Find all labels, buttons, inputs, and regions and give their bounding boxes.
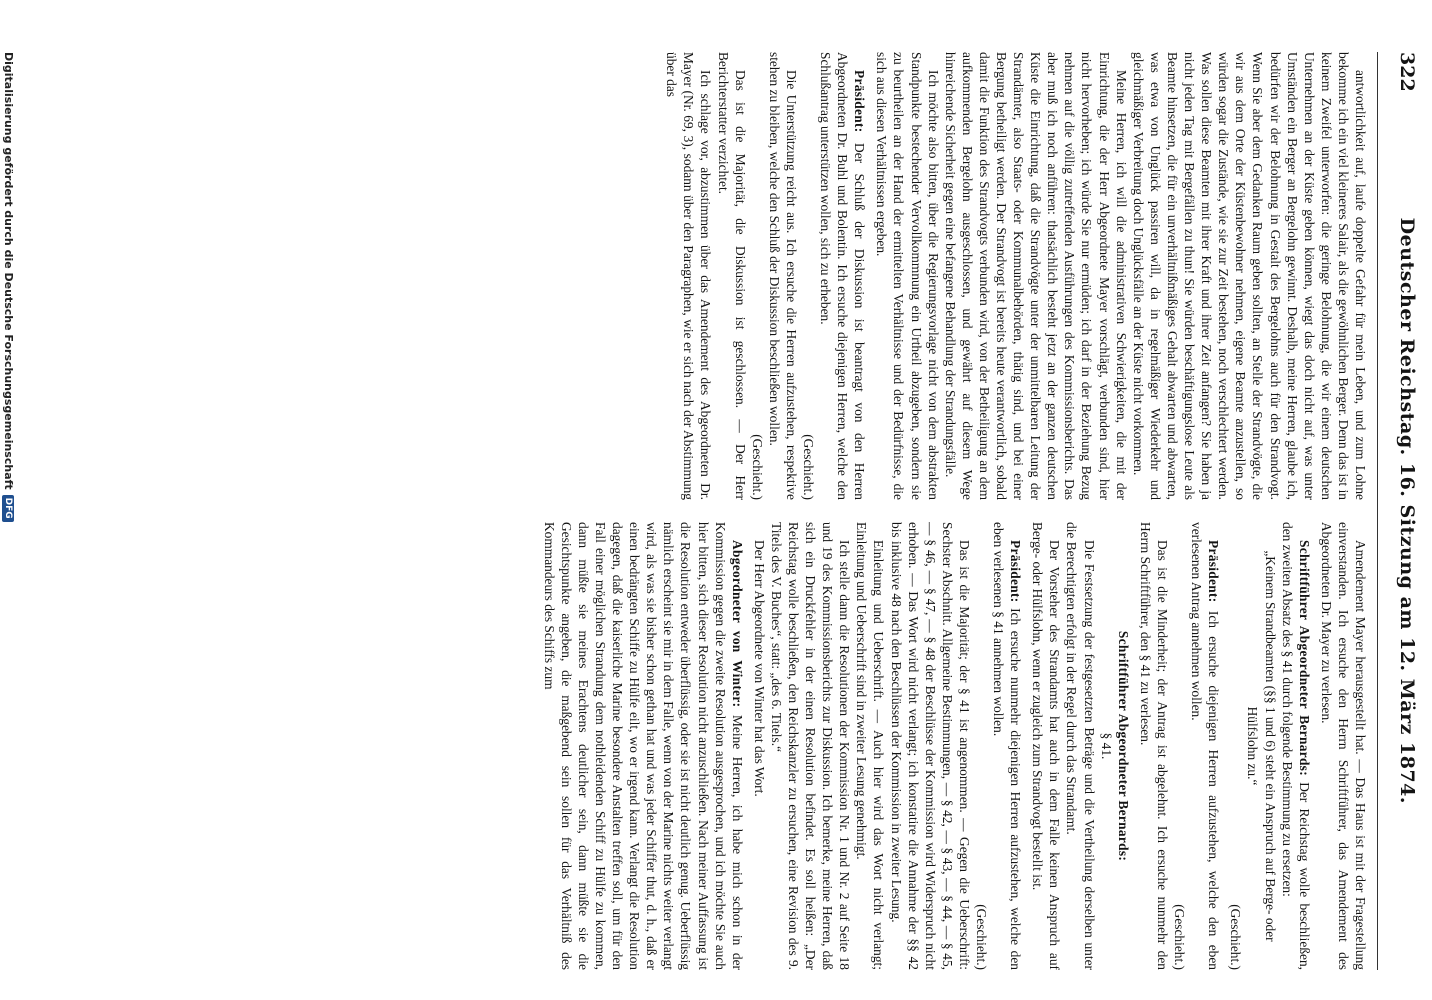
paragraph: Die Festsetzung der festgesetzten Beträge und die Vertheilung derselben unter die Berechtigten erfolgt in der Regel durch das Strandamt.	[1064, 522, 1097, 970]
paragraph: Ich möchte also bitten, über die Regierungsvorlage nicht von dem abstrakten Standpunkte bestechender Vervollkommnung ein Urtheil abzugeben, sondern sie zu beurtheilen an der Hand der ermittelten Verhältnisse und der Bedürfnisse, die sich aus diesen Verhältnissen ergeben.	[874, 52, 941, 500]
page-number: 322	[1396, 52, 1418, 92]
paragraph: Das ist die Majorität, die Diskussion ist geschlossen. — Der Herr Berichterstatter verzichtet.	[715, 52, 748, 500]
page-header	[1377, 52, 1418, 970]
paragraph: Ich schlage vor, abzustimmen über das Amendement des Abgeordneten Dr. Mayer (Nr. 69, 3), sodann über den Paragraphen, wie er sich nach der Abstimmung über das	[664, 52, 714, 500]
speech-text: Der Schluß der Diskussion ist beantragt von den Herren Abgeordneten Dr. Buhl und Bolentin. Ich ersuche diejenigen Herren, welche den Schlußantrag unterstützen wollen, sich zu erheben.	[818, 52, 868, 500]
stage-direction: (Geschieht.)	[974, 904, 990, 970]
right-column	[69, 522, 1369, 970]
paragraph: Die Unterstützung reicht aus. Ich ersuche die Herren aufzustehen, respektive stehen zu bleiben, welche den Schluß der Diskussion beschließen wollen.	[766, 52, 799, 500]
paragraph: Amendement Mayer herausgestellt hat. — Das Haus ist mit der Fragestellung einverstanden. Ich ersuche den Herrn Schriftführer, das Amendement des Abgeordneten Dr. Mayer zu verlesen.	[1318, 522, 1368, 970]
digitization-text: Digitalisierung gefördert durch die Deutsche Forschungsgemeinschaft	[2, 52, 15, 490]
paragraph: Meine Herren, ich will die administrativen Schwierigkeiten, die mit der Einrichtung, die der Herr Abgeordnete Mayer vorschlägt, verbunden sind, hier nicht hervorheben; ich würde Sie nur ermüden; ich darf in der Beziehung Bezug nehmen auf die völlig zutreffenden Ausführungen des Kommissionsberichts. Das aber muß ich noch anführen: thatsächlich besteht jetzt an der ganzen deutschen Küste die Einrichtung, daß die Strandvögte unter der unmittelbaren Leitung der Strandämter, also Staats- oder Kommunalbehörden, thätig sind, und bei einer Bergung betheiligt werden. Der Strandvogt ist bereits heute verantwortlich, sobald damit die Funktion des Strandvogts verbunden wird, von der Betheiligung an dem aufkommenden Bergelohn ausgeschlossen, und gewährt auf diesem Wege hinreichende Sicherheit gegen eine befangene Behandlung der Strandungsfälle.	[942, 52, 1129, 500]
stage-direction: (Geschieht.)	[1228, 904, 1244, 970]
speaker-label: Präsident:	[1008, 540, 1024, 603]
running-title: Deutscher Reichstag. 16. Sitzung am 12. März 1874.	[1396, 217, 1418, 805]
paragraph: Der Herr Abgeordnete von Winter hat das Wort.	[751, 540, 767, 797]
paragraph: Einleitung und Ueberschrift. — Auch hier wird das Wort nicht verlangt; Einleitung und Ueberschrift sind in zweiter Lesung genehmigt.	[854, 522, 887, 970]
speech-schriftfuehrer	[1279, 522, 1313, 970]
dfg-logo-icon: DFG	[3, 495, 15, 522]
speaker-label: Schriftführer Abgeordneter Bernards:	[1296, 540, 1312, 776]
stage-direction: (Geschieht.)	[749, 434, 765, 500]
section-mark: § 41.	[1098, 732, 1114, 760]
digitization-credit	[2, 52, 15, 522]
speaker-label: Schriftführer Abgeordneter Bernards:	[1115, 630, 1131, 862]
paragraph: Der Vorsteher des Strandamts hat auch in dem Falle keinen Anspruch auf Berge- oder Hülfslohn, wenn er zugleich zum Strandvogt bestellt ist.	[1030, 522, 1063, 970]
speech-president	[817, 52, 868, 500]
paragraph: Das ist die Minderheit; der Antrag ist abgelehnt. Ich ersuche nunmehr den Herrn Schriftführer, den § 41 zu verlesen.	[1137, 522, 1170, 970]
speaker-label: Abgeordneter von Winter:	[729, 540, 745, 708]
speaker-heading	[1115, 522, 1132, 970]
paragraph: Ich stelle dann die Resolutionen der Kommission Nr. 1 und Nr. 2 auf Seite 18 und 19 des Kommissionsberichts zur Diskussion. Ich bemerke, meine Herren, daß sich ein Druckfehler in der einen Resolution befindet. Es soll heißen: „Der Reichstag wolle beschließen, den Reichskanzler zu ersuchen, eine Revision des 9. Titels des V. Buches“, statt: „des 6. Titels.“	[768, 522, 853, 970]
quoted-amendment: „Keinem Strandbeamten (§§ 1 und 6) steht ein Anspruch auf Berge- oder Hülfslohn zu.“	[1245, 550, 1278, 942]
speech-president	[990, 522, 1024, 970]
speech-winter	[541, 522, 746, 970]
left-column	[69, 52, 1369, 500]
speech-president	[1188, 522, 1222, 970]
paragraph: Das ist die Majorität; der § 41 ist angenommen. — Gegen die Ueberschrift: Sechster Abschnitt. Allgemeine Bestimmungen, — § 42, — § 43, — § 44, — § 45, — § 46, — § 47, — § 48 der Beschlüsse der Kommission wird Widerspruch nicht erhoben. — Das Wort wird nicht verlangt; ich konstatire die Annahme der §§ 42 bis inklusive 48 nach den Beschlüssen der Kommission in zweiter Lesung.	[888, 522, 972, 970]
speech-text: Der Reichstag wolle beschließen, den zweiten Absatz des § 41 durch folgende Bestimmung zu ersetzen:	[1279, 522, 1312, 970]
speaker-label: Präsident:	[852, 70, 868, 133]
paragraph: antwortlichkeit auf, laufe doppelte Gefahr für mein Leben, und zum Lohne bekomme ich ein viel kleineres Salair, als die gewöhnlichen Berger. Denn das ist in keinem Zweifel unterworfen: die geringe Belohnung, die wir einem deutschen Unternehmen an der Küste geben können, wiegt das doch nicht auf, was unter Umständen ein Berger an Bergelohn gewinnt. Deshalb, meine Herren, glaube ich, bedürfen wir der Belohnung in Gestalt des Bergelohns auch für den Strandvogt. Wenn Sie aber dem Gedanken Raum geben sollten, an Stelle der Strandvögte, die wir aus dem Orte der Küstenbewohner nehmen, eigene Beamte anzustellen, so würden sogar die Zustände, wie sie zur Zeit bestehen, noch verschlechtert werden. Was sollen diese Beamten mit ihrer Kraft und ihrer Zeit anfangen? Sie haben ja nicht jeden Tag mit Bergefällen zu thun! Sie würden beschäftigungslose Leute als Beamte hinsetzen, die für ein unverhältnißmäßiges Gehalt abwarten und abwarten, was etwa von Unglück passiren will, da in regelmäßiger Wiederkehr und gleichmäßiger Verbreitung doch Unglücksfälle an der Küste nicht vorkommen.	[1130, 52, 1368, 500]
speaker-label: Präsident:	[1206, 540, 1222, 603]
stage-direction: (Geschieht.)	[801, 434, 816, 500]
stage-direction: (Geschieht.)	[1172, 904, 1188, 970]
speech-text: Meine Herren, ich habe mich schon in der Kommission gegen die zweite Resolution ausgesprochen, und ich möchte Sie auch hier bitten, sich dieser Resolution nicht anzuschließen. Nach meiner Auffassung ist die Resolution entweder überflüssig, oder sie ist nicht deutlich genug. Ueberflüssig nämlich erscheint sie mir in dem Falle, wenn von der Marine nichts weiter verlangt wird, als was sie bisher schon gethan hat und was jeder Schiffer thut, d. h., daß er einen bedrängten Schiffe zu Hülfe eilt, wo er irgend kann. Verlangt die Resolution dagegen, daß die kaiserliche Marine besondere Anstalten treffen soll, um für den Fall einer möglichen Strandung dem nothleidenden Schiff zu Hülfe zu kommen, dann müßte sie meines Erachtens deutlicher sein, dann müßte sie die Gesichtspunkte angeben, die maßgebend sein sollen für das Verhältniß des Kommandeurs des Schiffs zum	[541, 522, 745, 970]
speech-text: Ich ersuche nunmehr diejenigen Herren aufzustehen, welche den eben verlesenen § 41 annehmen wollen.	[991, 522, 1024, 970]
speech-text: Ich ersuche diejenigen Herren aufzustehen, welche den eben verlesenen Antrag annehmen wollen.	[1189, 522, 1222, 970]
text-columns	[69, 52, 1369, 970]
